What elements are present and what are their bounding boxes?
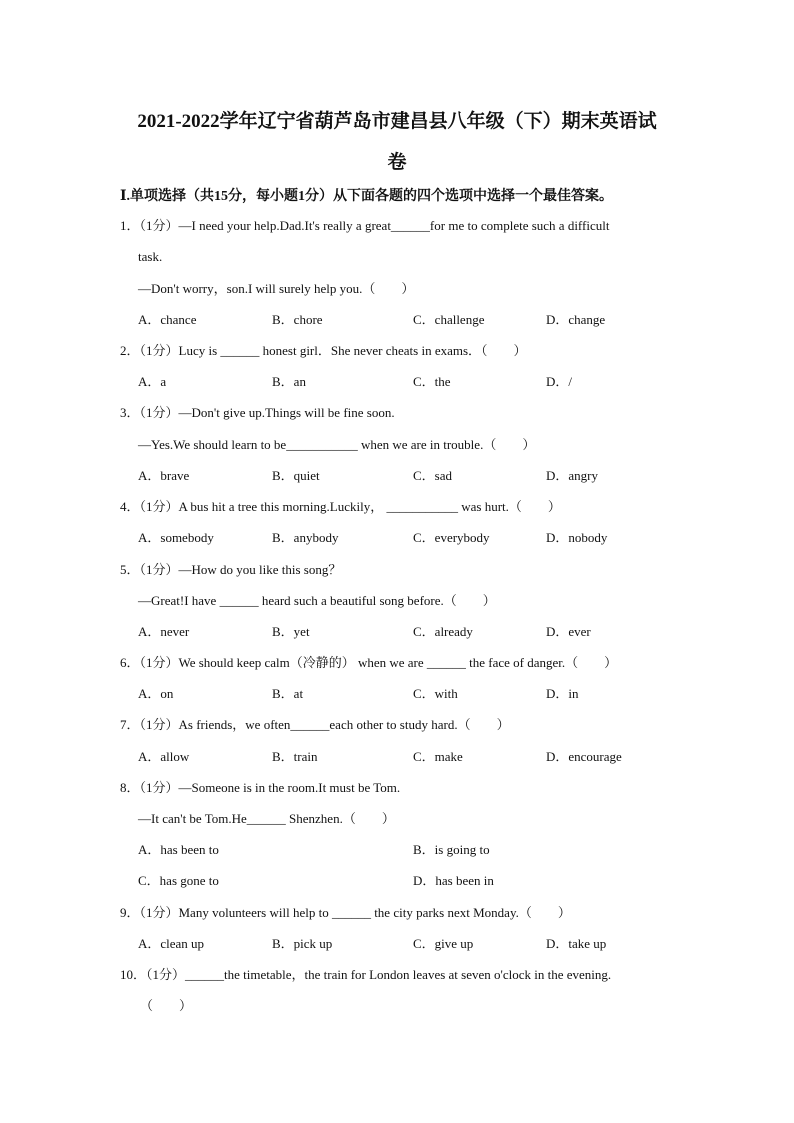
question-7-option-a: A．allow xyxy=(138,749,190,764)
question-6-stem: 6．（1分）We should keep calm（冷静的） when we are ______ the face of danger.（ ） xyxy=(120,655,618,670)
question-5-option-c: C．already xyxy=(413,624,473,639)
question-4-stem: 4．（1分）A bus hit a tree this morning.Luckily， ___________ was hurt.（ ） xyxy=(120,499,561,514)
question-8-option-c: C．has gone to xyxy=(138,873,219,888)
question-4-option-d: D．nobody xyxy=(546,530,608,545)
question-3-option-c: C．sad xyxy=(413,468,453,483)
question-5-option-b: B．yet xyxy=(272,624,310,639)
question-7-option-d: D．encourage xyxy=(546,749,622,764)
question-7-stem: 7．（1分）As friends，we often______each other to study hard.（ ） xyxy=(120,717,510,732)
question-1-reply: —Don't worry，son.I will surely help you.（ ） xyxy=(138,281,415,296)
question-3-stem: 3．（1分）—Don't give up.Things will be fine soon. xyxy=(120,405,395,420)
question-6-option-b: B．at xyxy=(272,686,304,701)
question-8-option-b: B．is going to xyxy=(413,842,490,857)
question-4-option-c: C．everybody xyxy=(413,530,490,545)
question-1-option-b: B．chore xyxy=(272,312,323,327)
question-5-stem: 5．（1分）—How do you like this song？ xyxy=(120,562,342,577)
question-6-option-d: D．in xyxy=(546,686,579,701)
question-3-option-d: D．angry xyxy=(546,468,598,483)
question-1-option-a: A．chance xyxy=(138,312,197,327)
document-title-line-2: 卷 xyxy=(387,152,407,173)
question-5-option-a: A．never xyxy=(138,624,190,639)
question-4-option-b: B．anybody xyxy=(272,530,339,545)
question-5-reply: —Great!I have ______ heard such a beautiful song before.（ ） xyxy=(138,593,496,608)
section-heading: Ⅰ.单项选择（共15分，每小题1分）从下面各题的四个选项中选择一个最佳答案。 xyxy=(120,189,614,204)
question-9-option-d: D．take up xyxy=(546,936,607,951)
question-6-option-a: A．on xyxy=(138,686,174,701)
question-4-option-a: A．somebody xyxy=(138,530,214,545)
question-10-stem: 10．（1分）______the timetable，the train for London leaves at seven o'clock in the evening. xyxy=(120,967,612,982)
question-2-option-c: C．the xyxy=(413,374,451,389)
question-1-stem: 1．（1分）—I need your help.Dad.It's really a great______for me to complete such a difficult xyxy=(120,218,610,233)
question-3-option-a: A．brave xyxy=(138,468,190,483)
question-9-option-a: A．clean up xyxy=(138,936,205,951)
question-9-option-b: B．pick up xyxy=(272,936,333,951)
question-8-option-d: D．has been in xyxy=(413,873,494,888)
question-1-option-d: D．change xyxy=(546,312,606,327)
question-8-option-a: A．has been to xyxy=(138,842,219,857)
question-7-option-c: C．make xyxy=(413,749,463,764)
question-2-option-d: D．/ xyxy=(546,374,573,389)
question-5-option-d: D．ever xyxy=(546,624,591,639)
question-6-option-c: C．with xyxy=(413,686,458,701)
question-2-option-a: A．a xyxy=(138,374,167,389)
document-title-line-1: 2021-2022学年辽宁省葫芦岛市建昌县八年级（下）期末英语试 xyxy=(137,111,657,132)
question-8-reply: —It can't be Tom.He______ Shenzhen.（ ） xyxy=(138,811,395,826)
question-9-option-c: C．give up xyxy=(413,936,474,951)
question-3-option-b: B．quiet xyxy=(272,468,320,483)
question-1-option-c: C．challenge xyxy=(413,312,485,327)
question-7-option-b: B．train xyxy=(272,749,318,764)
question-3-reply: —Yes.We should learn to be___________ when we are in trouble.（ ） xyxy=(138,437,536,452)
question-1-stem-cont: task. xyxy=(138,249,163,264)
question-8-stem: 8．（1分）—Someone is in the room.It must be Tom. xyxy=(120,780,401,795)
question-10-answer-blank: （ ） xyxy=(140,998,193,1013)
question-9-stem: 9．（1分）Many volunteers will help to ______ the city parks next Monday.（ ） xyxy=(120,905,571,920)
question-2-option-b: B．an xyxy=(272,374,306,389)
question-2-stem: 2．（1分）Lucy is ______ honest girl．She never cheats in exams．（ ） xyxy=(120,343,527,358)
